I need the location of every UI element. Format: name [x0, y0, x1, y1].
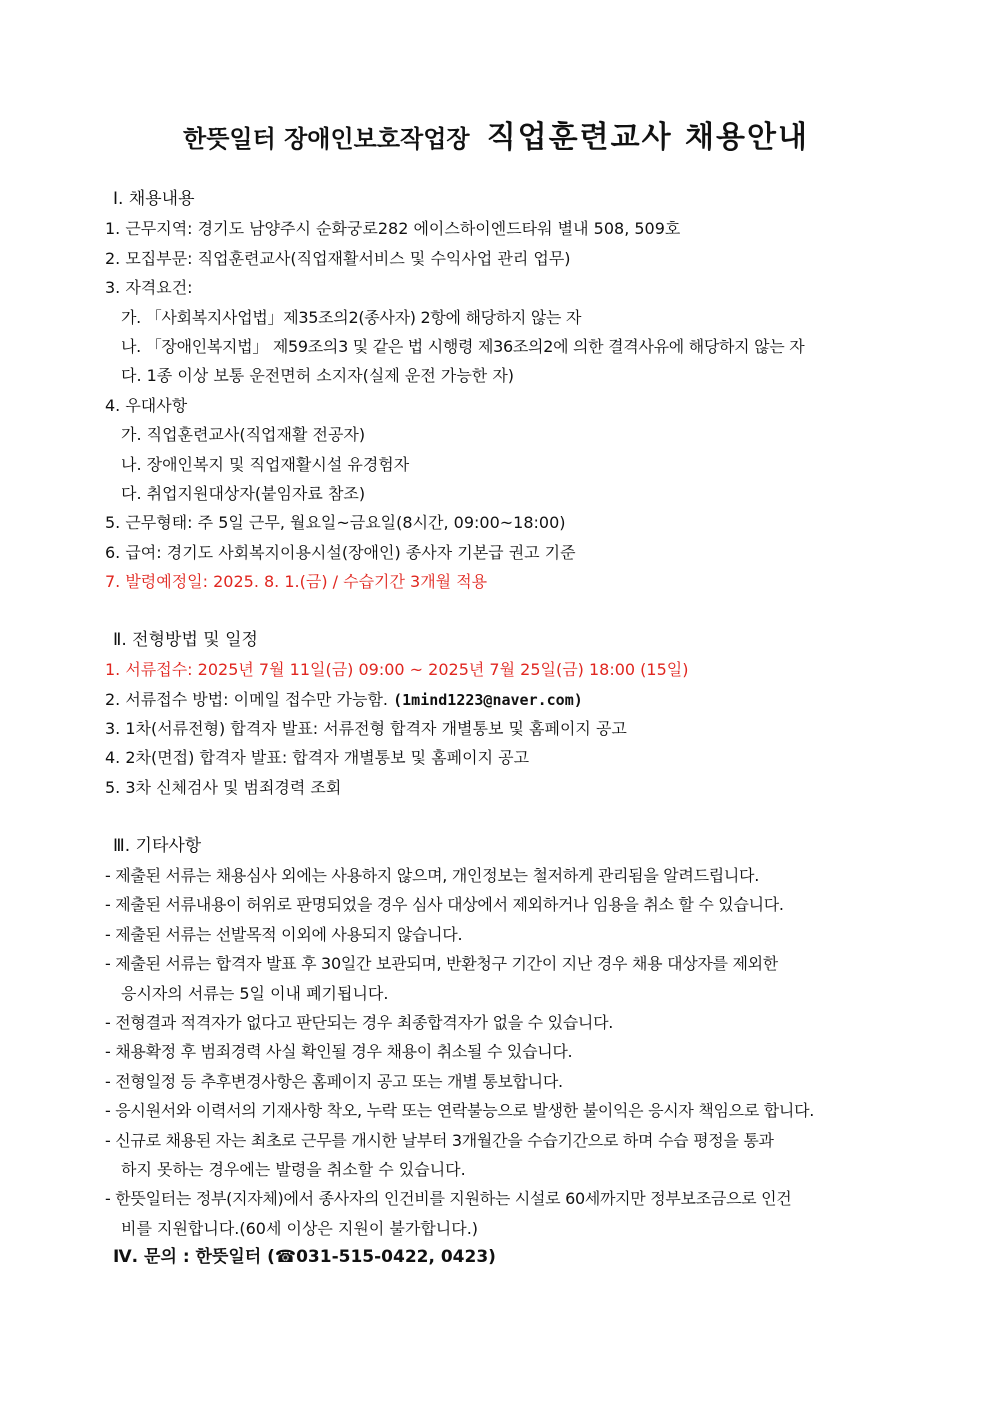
s1-qual-a: 가. 「사회복지사업법」제35조의2(종사자) 2항에 해당하지 않는 자	[121, 307, 582, 327]
s3-line-continued: 하지 못하는 경우에는 발령을 취소할 수 있습니다.	[121, 1159, 466, 1179]
section4-contact: Ⅳ. 문의 : 한뜻일터 (☎031-515-0422, 0423)	[113, 1247, 496, 1268]
s2-item-second-round: 4. 2차(면접) 합격자 발표: 합격자 개별통보 및 홈페이지 공고	[105, 748, 530, 768]
s1-item-recruit-field: 2. 모집부문: 직업훈련교사(직업재활서비스 및 수익사업 관리 업무)	[105, 248, 571, 268]
s3-line: - 채용확정 후 범죄경력 사실 확인될 경우 채용이 취소될 수 있습니다.	[105, 1042, 573, 1062]
s3-line: - 제출된 서류는 선발목적 이외에 사용되지 않습니다.	[105, 924, 463, 944]
s1-item-appointment-date: 7. 발령예정일: 2025. 8. 1.(금) / 수습기간 3개월 적용	[105, 572, 488, 592]
s1-qual-b: 나. 「장애인복지법」 제59조의3 및 같은 법 시행령 제36조의2에 의한 결격사유에 해당하지 않는 자	[121, 336, 805, 356]
email-address[interactable]: (1mind1223@naver.com)	[393, 690, 583, 709]
s3-line: - 전형결과 적격자가 없다고 판단되는 경우 최종합격자가 없을 수 있습니다.	[105, 1012, 614, 1032]
s1-item-salary: 6. 급여: 경기도 사회복지이용시설(장애인) 종사자 기본급 권고 기준	[105, 542, 576, 562]
s2-item-application-period: 1. 서류접수: 2025년 7월 11일(금) 09:00 ~ 2025년 7월 25일(금) 18:00 (15일)	[105, 660, 689, 680]
title-organization: 한뜻일터 장애인보호작업장	[183, 125, 470, 153]
s1-item-work-type: 5. 근무형태: 주 5일 근무, 월요일~금요일(8시간, 09:00~18:00)	[105, 513, 566, 533]
s1-pref-b: 나. 장애인복지 및 직업재활시설 유경험자	[121, 454, 410, 474]
title-main: 직업훈련교사 채용안내	[486, 120, 809, 155]
section1-heading: Ⅰ. 채용내용	[113, 189, 195, 209]
s1-qual-c: 다. 1종 이상 보통 운전면허 소지자(실제 운전 가능한 자)	[121, 366, 515, 386]
section2-heading: Ⅱ. 전형방법 및 일정	[113, 629, 258, 650]
section3-heading: Ⅲ. 기타사항	[113, 835, 202, 856]
document-body	[105, 185, 905, 1272]
spacer	[105, 802, 905, 831]
page-title	[0, 112, 992, 156]
s3-line: - 신규로 채용된 자는 최초로 근무를 개시한 날부터 3개월간을 수습기간으로 하며 수습 평정을 통과	[105, 1130, 774, 1150]
s1-item-qualifications: 3. 자격요건:	[105, 278, 193, 298]
s3-line: - 제출된 서류는 채용심사 외에는 사용하지 않으며, 개인정보는 철저하게 관리됨을 알려드립니다.	[105, 865, 759, 885]
s1-pref-c: 다. 취업지원대상자(붙임자료 참조)	[121, 483, 366, 503]
s3-line: - 한뜻일터는 정부(지자체)에서 종사자의 인건비를 지원하는 시설로 60세까지만 정부보조금으로 인건	[105, 1189, 792, 1209]
s3-line-continued: 응시자의 서류는 5일 이내 폐기됩니다.	[121, 983, 389, 1003]
spacer	[105, 596, 905, 625]
s3-line: - 응시원서와 이력서의 기재사항 착오, 누락 또는 연락불능으로 발생한 불이익은 응시자 책임으로 합니다.	[105, 1101, 815, 1121]
s2-item-third-round: 5. 3차 신체검사 및 범죄경력 조회	[105, 777, 342, 797]
s2-method-label: 2. 서류접수 방법: 이메일 접수만 가능함.	[105, 689, 389, 709]
s3-line: - 전형일정 등 추후변경사항은 홈페이지 공고 또는 개별 통보합니다.	[105, 1071, 563, 1091]
s1-item-preferences: 4. 우대사항	[105, 395, 188, 415]
s3-line: - 제출된 서류내용이 허위로 판명되었을 경우 심사 대상에서 제외하거나 임용을 취소 할 수 있습니다.	[105, 895, 784, 915]
s2-item-first-round: 3. 1차(서류전형) 합격자 발표: 서류전형 합격자 개별통보 및 홈페이지 공고	[105, 719, 627, 739]
s1-pref-a: 가. 직업훈련교사(직업재활 전공자)	[121, 425, 366, 445]
s3-line-continued: 비를 지원합니다.(60세 이상은 지원이 불가합니다.)	[121, 1218, 479, 1238]
s2-item-application-method	[105, 685, 905, 714]
s1-item-work-location: 1. 근무지역: 경기도 남양주시 순화궁로282 에이스하이엔드타워 별내 508, 509호	[105, 219, 681, 239]
s3-line: - 제출된 서류는 합격자 발표 후 30일간 보관되며, 반환청구 기간이 지난 경우 채용 대상자를 제외한	[105, 954, 778, 974]
